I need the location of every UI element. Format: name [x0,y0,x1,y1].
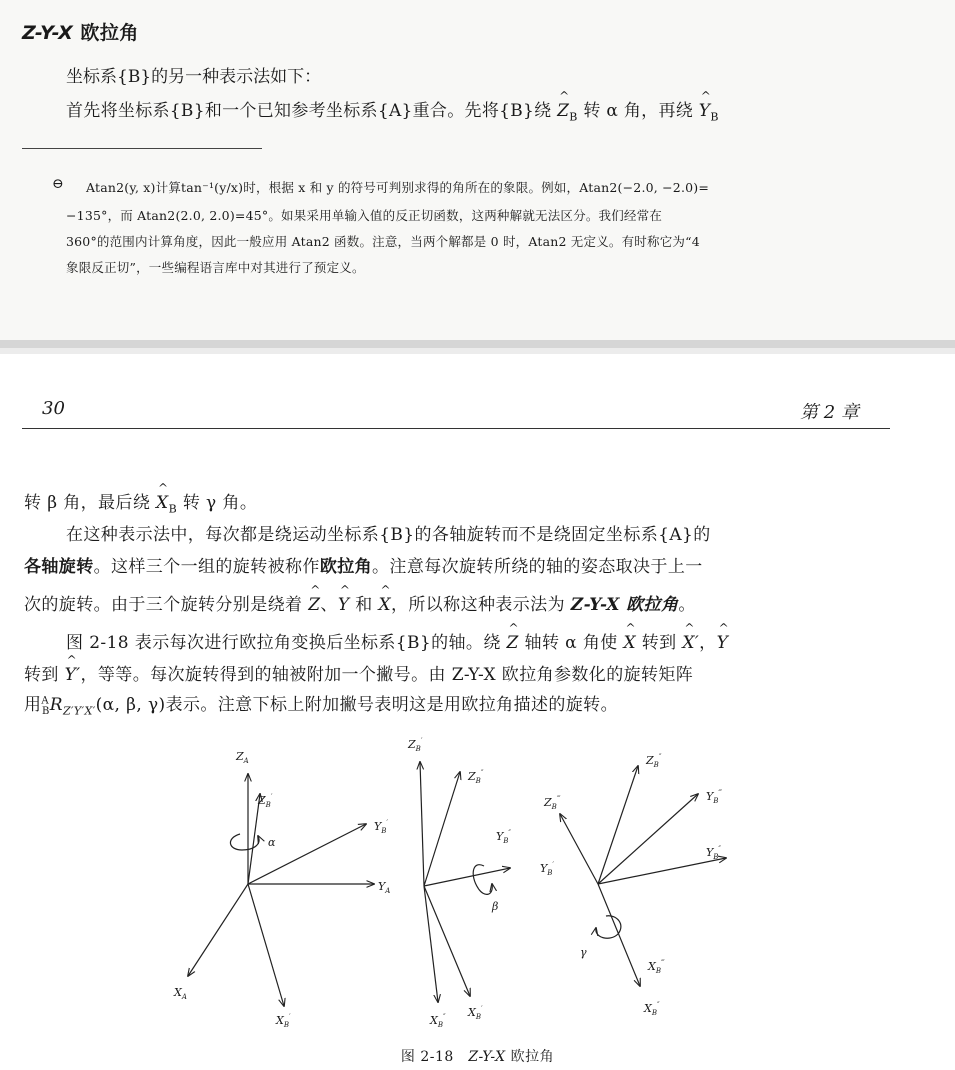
label-m-xb1: $X_B'$ [468,1005,483,1021]
chapter-label: 第 2 章 [800,402,859,423]
figure-caption: 图 2-18 Z-Y-X 欧拉角 [400,1049,555,1065]
paragraph-3-line-1: 图 2-18 表示每次进行欧拉角变换后坐标系{B}的轴。绕 ^ Z 轴转 α 角使 ^ X 转到 ^ X′，^ Y [66,628,728,653]
label-m-xb2: $X_B''$ [430,1013,446,1029]
rotation-beta-arrow [473,865,492,895]
page-divider [0,340,955,348]
footnote-line-2: −135°，而 Atan2(2.0, 2.0)=45°。如果采用单输入值的反正切函数，这两种解就无法区分。我们经常在 [66,208,663,223]
footnote-marker: ⊖ [52,176,64,192]
paragraph-2-line-1: 在这种表示法中，每次都是绕运动坐标系{B}的各轴旋转而不是绕固定坐标系{A}的 [66,525,711,545]
label-r-zb2: $Z_B''$ [646,753,662,769]
paragraph-2-line-3: 次的旋转。由于三个旋转分别是绕着 ^ Z、^ Y 和 ^ X，所以称这种表示法为 Z-Y-X 欧拉角。 [24,590,696,615]
footnote-line-4: 象限反正切”，一些编程语言库中对其进行了预定义。 [66,260,365,275]
axis-m-zb2 [424,772,460,886]
axis-xa [188,884,248,976]
footnote-line-1: Atan2(y, x)计算tan⁻¹(y/x)时，根据 x 和 y 的符号可判别求得的角所在的象限。例如，Atan2(−2.0, −2.0)= [86,180,710,195]
page-divider-shadow [0,348,955,354]
label-zb1: $Z_B'$ [258,793,273,809]
label-alpha: α [268,836,276,849]
axis-r-xb2 [598,884,640,986]
label-m-zb2: $Z_B''$ [468,769,484,785]
frame-left-labels [173,750,390,1029]
axis-xb1 [248,884,284,1006]
header-rule [22,428,890,429]
rotation-gamma-arrow [596,916,621,939]
paragraph-1-line: 转 β 角，最后绕 ^ $X_B$ 转 γ 角。 [24,488,257,515]
intro-line: 坐标系{B}的另一种表示法如下： [66,67,322,87]
label-za: $Z_A$ [236,750,249,765]
label-r-zb3: $Z_B^‴$ [544,795,561,811]
page-number: 30 [42,398,65,419]
axis-zb1 [248,794,260,884]
label-m-zb1: $Z_B'$ [408,737,423,753]
label-r-yb3: $Y_B^‴$ [706,789,723,805]
label-m-yb2: $Y_B''$ [496,829,512,845]
euler-angle-figure [170,732,730,1037]
axis-m-yb2 [424,868,510,886]
label-yb1: $Y_B'$ [374,819,389,835]
axis-r-yb2 [598,858,726,884]
section-title: Z-Y-X 欧拉角 [22,22,139,44]
label-r-xb2: $X_B''$ [644,1001,660,1017]
label-r-yb2: $Y_B''$ [706,845,722,861]
footnote-line-3: 360°的范围内计算角度，因此一般应用 Atan2 函数。注意，当两个解都是 0 时，Atan2 无定义。有时称它为“4 [66,234,700,249]
axis-r-zb3 [560,814,598,884]
label-ya: $Y_A$ [378,880,391,895]
paragraph-3-line-3: 用$^A_BR_{Z'Y'X'}(\alpha$, β, γ)表示。注意下标上附加撇号表明这是用欧拉角描述的旋转。 [24,695,618,718]
label-gamma: γ [580,946,587,959]
label-xa: $X_A$ [174,986,187,1001]
intro-line-2: 首先将坐标系{B}和一个已知参考坐标系{A}重合。先将{B}绕 ^ $Z_B$ 转 α 角，再绕 ^ $Y_B$ [66,96,719,123]
frame-left [188,774,374,1006]
axis-yb1 [248,824,366,884]
previous-page-region [0,0,955,340]
frame-middle [420,762,510,1002]
label-beta: β [492,900,499,913]
label-m-yb1: $Y_B'$ [540,861,555,877]
label-xb1: $X_B'$ [276,1013,291,1029]
footnote-rule [22,148,262,149]
axis-m-zb1 [420,762,424,886]
frame-right-labels [543,753,722,1017]
label-r-xb3: $X_B^‴$ [648,959,665,975]
paragraph-3-line-2: 转到 ^ Y′，等等。每次旋转得到的轴被附加一个撇号。由 Z-Y-X 欧拉角参数化的旋转矩阵 [24,660,693,685]
paragraph-2-line-2: 各轴旋转。这样三个一组的旋转被称作欧拉角。注意每次旋转所绕的轴的姿态取决于上一 [24,557,703,577]
frame-middle-labels [407,737,554,1029]
